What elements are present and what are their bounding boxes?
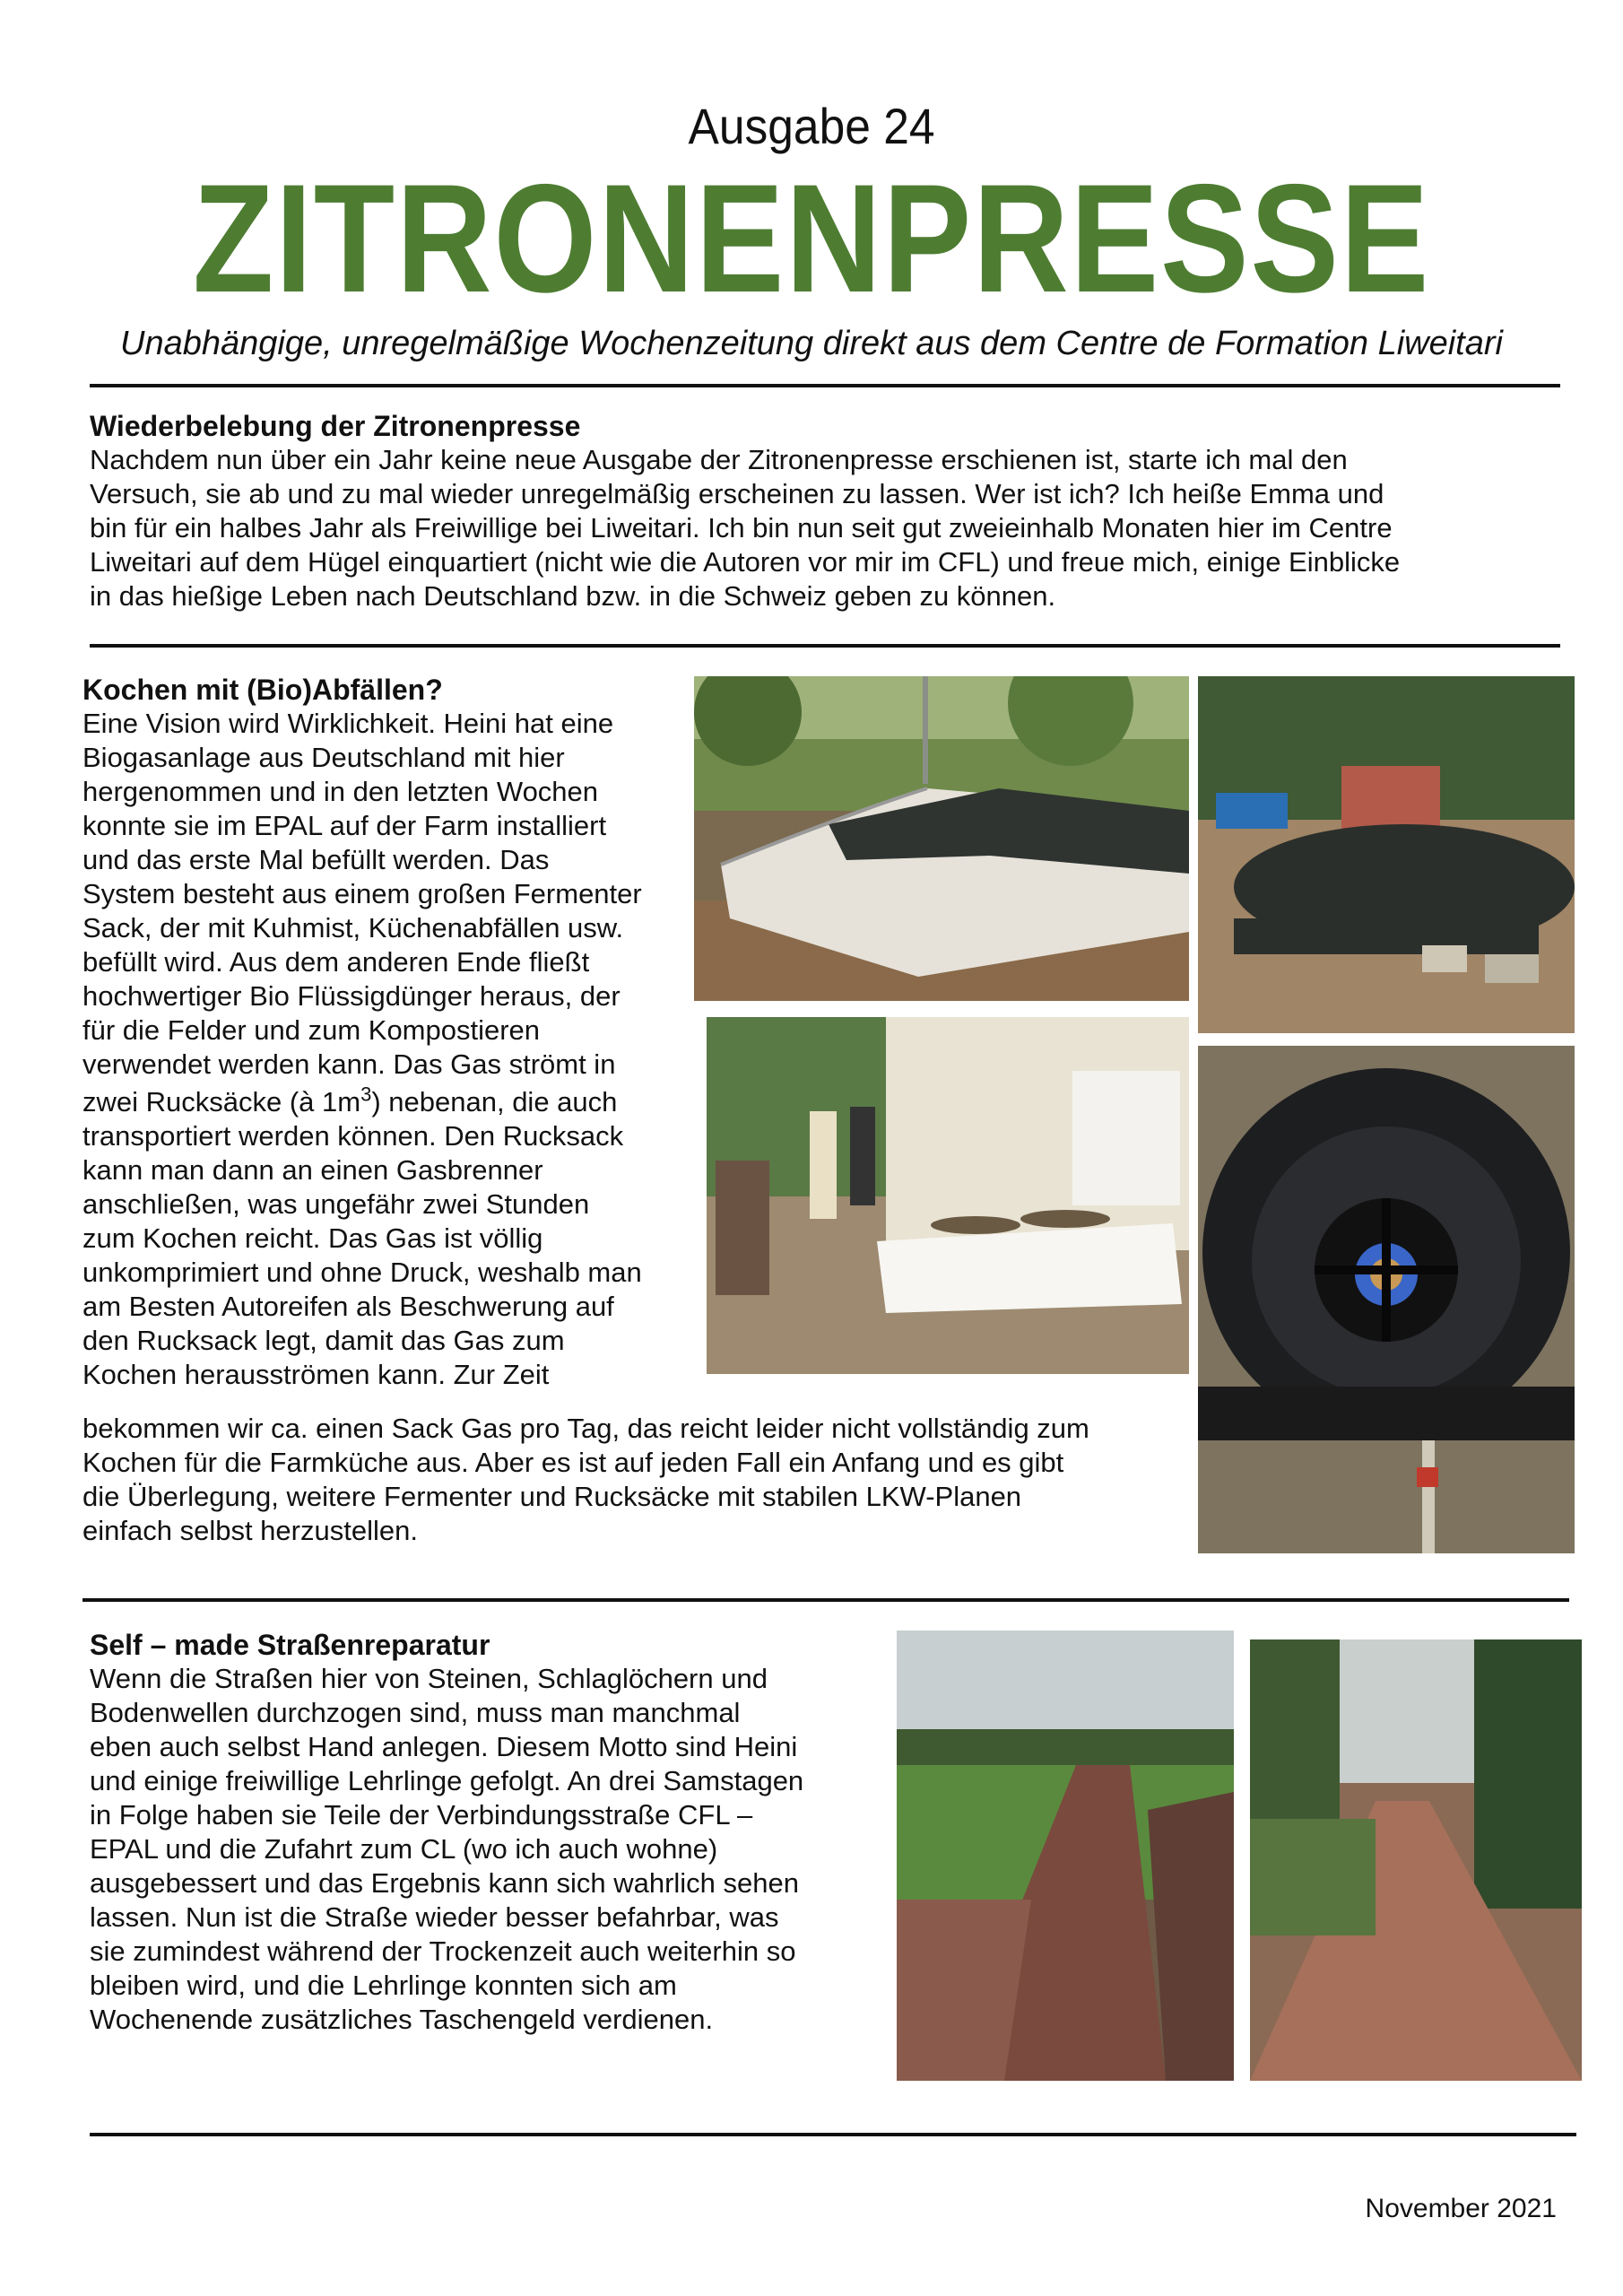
text-line: System besteht aus einem großen Fermenter	[82, 878, 642, 909]
text-line: EPAL und die Zufahrt zum CL (wo ich auch wohne)	[90, 1833, 718, 1865]
article-heading: Self – made Straßenreparatur	[90, 1629, 490, 1661]
text-line: einfach selbst herzustellen.	[82, 1515, 418, 1546]
text-line: transportiert werden können. Den Rucksack	[82, 1120, 624, 1152]
article-body	[90, 1662, 879, 2037]
text-line: Sack, der mit Kuhmist, Küchenabfällen usw.	[82, 912, 624, 944]
article-heading: Wiederbelebung der Zitronenpresse	[90, 410, 581, 442]
text-line: in Folge haben sie Teile der Verbindungsstraße CFL –	[90, 1799, 753, 1831]
divider	[90, 644, 1560, 648]
text-line: bin für ein halbes Jahr als Freiwillige bei Liweitari. Ich bin nun seit gut zweieinhalb Monaten hier im Centre	[90, 512, 1393, 544]
photo-road-after	[1250, 1639, 1582, 2081]
text-line: kann man dann an einen Gasbrenner	[82, 1154, 543, 1186]
article-body	[90, 443, 1560, 613]
text-line: und einige freiwillige Lehrlinge gefolgt. An drei Samstagen	[90, 1765, 804, 1796]
article-revival	[90, 409, 1560, 613]
text-line-volume: zwei Rucksäcke (à $1m^3$) nebenan, die auch	[82, 1083, 618, 1118]
article-body	[82, 707, 692, 1392]
photo-fermenter-field	[694, 676, 1189, 1001]
text-line: bleiben wird, und die Lehrlinge konnten sich am	[90, 1970, 677, 2001]
issue-number: Ausgabe 24	[688, 98, 935, 154]
text-line: bekommen wir ca. einen Sack Gas pro Tag, das reicht leider nicht vollständig zum	[82, 1413, 1089, 1444]
article-biogas	[82, 673, 692, 1392]
text-line: unkomprimiert und ohne Druck, weshalb man	[82, 1257, 642, 1288]
text-line: Liweitari auf dem Hügel einquartiert (nicht wie die Autoren vor mir im CFL) und freue mich, einige Einblicke	[90, 546, 1401, 578]
text-line: Kochen für die Farmküche aus. Aber es ist auf jeden Fall ein Anfang und es gibt	[82, 1447, 1064, 1478]
article-body-continued	[82, 1412, 1203, 1548]
divider	[82, 1598, 1569, 1602]
text-line: in das hießige Leben nach Deutschland bzw. in die Schweiz geben zu können.	[90, 580, 1056, 612]
photo-gas-backpack	[707, 1017, 1189, 1374]
text-line: Eine Vision wird Wirklichkeit. Heini hat eine	[82, 708, 614, 739]
text-line: hergenommen und in den letzten Wochen	[82, 776, 599, 807]
text-line: Bodenwellen durchzogen sind, muss man manchmal	[90, 1697, 741, 1728]
text-line: und das erste Mal befüllt werden. Das	[82, 844, 550, 875]
photo-gas-burner	[1198, 1046, 1575, 1553]
article-road-repair	[90, 1628, 879, 2037]
text-line: verwendet werden kann. Das Gas strömt in	[82, 1048, 616, 1080]
text-line: die Überlegung, weitere Fermenter und Rucksäcke mit stabilen LKW-Planen	[82, 1481, 1022, 1512]
issue-date: November 2021	[1365, 2194, 1557, 2223]
text-line: Versuch, sie ab und zu mal wieder unregelmäßig erscheinen zu lassen. Wer ist ich? Ich heiße Emma und	[90, 478, 1384, 509]
text-line: hochwertiger Bio Flüssigdünger heraus, der	[82, 980, 621, 1012]
text-line: den Rucksack legt, damit das Gas zum	[82, 1325, 565, 1356]
divider	[90, 384, 1560, 387]
text-line: eben auch selbst Hand anlegen. Diesem Motto sind Heini	[90, 1731, 798, 1762]
text-line: konnte sie im EPAL auf der Farm installiert	[82, 810, 607, 841]
text-line: befüllt wird. Aus dem anderen Ende fließt	[82, 946, 590, 978]
text-line: Wochenende zusätzliches Taschengeld verdienen.	[90, 2004, 714, 2035]
tagline: Unabhängige, unregelmäßige Wochenzeitung direkt aus dem Centre de Formation Liweitari	[120, 325, 1503, 362]
text-line: Biogasanlage aus Deutschland mit hier	[82, 742, 565, 773]
photo-fermenter-yard	[1198, 676, 1575, 1033]
text-line: anschließen, was ungefähr zwei Stunden	[82, 1188, 590, 1220]
article-heading: Kochen mit (Bio)Abfällen?	[82, 674, 443, 706]
newspaper-title: ZITRONENPRESSE	[192, 152, 1431, 325]
text-line: lassen. Nun ist die Straße wieder besser befahrbar, was	[90, 1901, 779, 1933]
text-line: Nachdem nun über ein Jahr keine neue Ausgabe der Zitronenpresse erschienen ist, starte ich mal den	[90, 444, 1348, 475]
text-line: für die Felder und zum Kompostieren	[82, 1014, 541, 1046]
text-line: Wenn die Straßen hier von Steinen, Schlaglöchern und	[90, 1663, 768, 1694]
divider	[90, 2133, 1576, 2136]
text-line: am Besten Autoreifen als Beschwerung auf	[82, 1291, 614, 1322]
text-line: sie zumindest während der Trockenzeit auch weiterhin so	[90, 1935, 796, 1967]
text-line: Kochen herausströmen kann. Zur Zeit	[82, 1359, 550, 1390]
text-line: zum Kochen reicht. Das Gas ist völlig	[82, 1222, 543, 1254]
photo-road-before	[897, 1631, 1234, 2081]
text-line: ausgebessert und das Ergebnis kann sich wahrlich sehen	[90, 1867, 799, 1899]
